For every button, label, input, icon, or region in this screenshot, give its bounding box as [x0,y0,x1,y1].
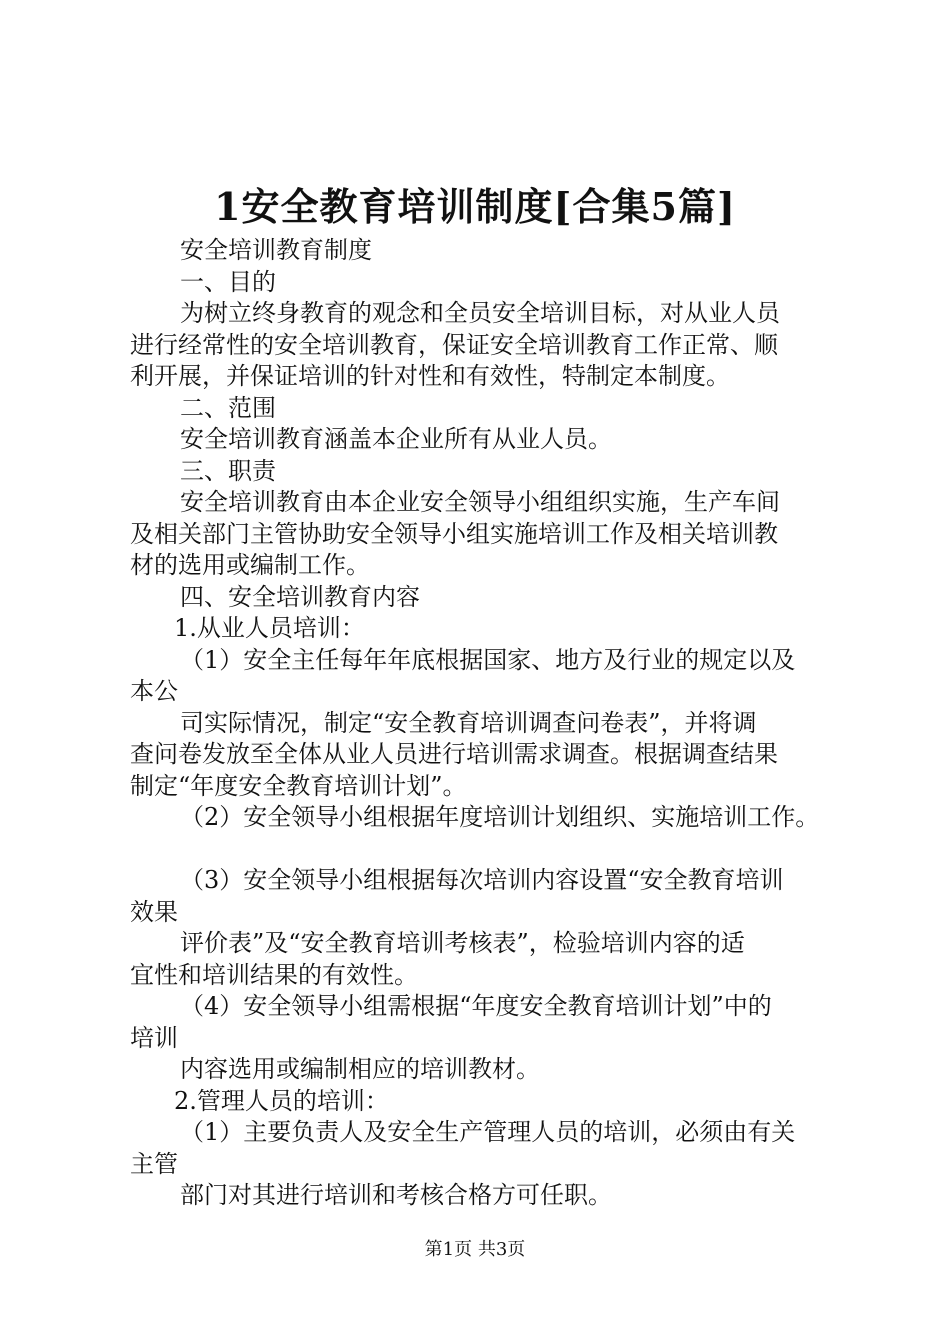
list-item: （2）安全领导小组根据年度培训计划组织、实施培训工作。 [180,803,820,831]
section-heading: 二、范围 [180,393,276,422]
section-heading: 四、安全培训教育内容 [180,582,420,611]
paragraph-line: 安全培训教育涵盖本企业所有从业人员。 [180,425,612,453]
paragraph-line: 本公 [130,677,178,705]
paragraph-line: 为树立终身教育的观念和全员安全培训目标，对从业人员 [180,299,780,327]
paragraph-line: 宜性和培训结果的有效性。 [130,960,418,989]
paragraph-line: 主管 [130,1149,178,1178]
list-item: （3）安全领导小组根据每次培训内容设置“安全教育培训 [180,866,784,894]
list-item: （1）安全主任每年年底根据国家、地方及行业的规定以及 [180,645,796,674]
page-footer: 第1页 共3页 [424,1239,526,1260]
paragraph-line: 及相关部门主管协助安全领导小组实施培训工作及相关培训教 [130,519,778,548]
list-item: （1）主要负责人及安全生产管理人员的培训，必须由有关 [180,1118,796,1146]
paragraph-line: 评价表”及“安全教育培训考核表”，检验培训内容的适 [180,929,745,957]
paragraph-line: 材的选用或编制工作。 [130,551,370,579]
paragraph-line: 进行经常性的安全培训教育，保证安全培训教育工作正常、顺 [130,330,778,359]
section-heading: 一、目的 [180,267,276,296]
paragraph-line: 安全培训教育由本企业安全领导小组组织实施，生产车间 [180,488,780,516]
paragraph-line: 利开展，并保证培训的针对性和有效性，特制定本制度。 [130,362,730,390]
section-heading: 三、职责 [180,456,276,485]
subsection-heading: 1.从业人员培训： [174,614,365,642]
document-body [130,235,835,1212]
paragraph-line: 培训 [130,1023,178,1052]
document-title: 1安全教育培训制度[合集5篇] [214,184,736,229]
paragraph-line: 司实际情况，制定“安全教育培训调查问卷表”，并将调 [180,708,757,737]
blank-line [130,834,835,866]
list-item: （4）安全领导小组需根据“年度安全教育培训计划”中的 [180,992,772,1020]
paragraph-line: 效果 [130,897,178,926]
paragraph-line: 内容选用或编制相应的培训教材。 [180,1055,540,1083]
subsection-heading: 2.管理人员的培训： [174,1086,389,1115]
paragraph-line: 部门对其进行培训和考核合格方可任职。 [180,1181,612,1209]
paragraph-line: 制定“年度安全教育培训计划”。 [130,771,467,800]
paragraph-line: 查问卷发放至全体从业人员进行培训需求调查。根据调查结果 [130,740,778,768]
paragraph-line: 安全培训教育制度 [180,236,372,264]
